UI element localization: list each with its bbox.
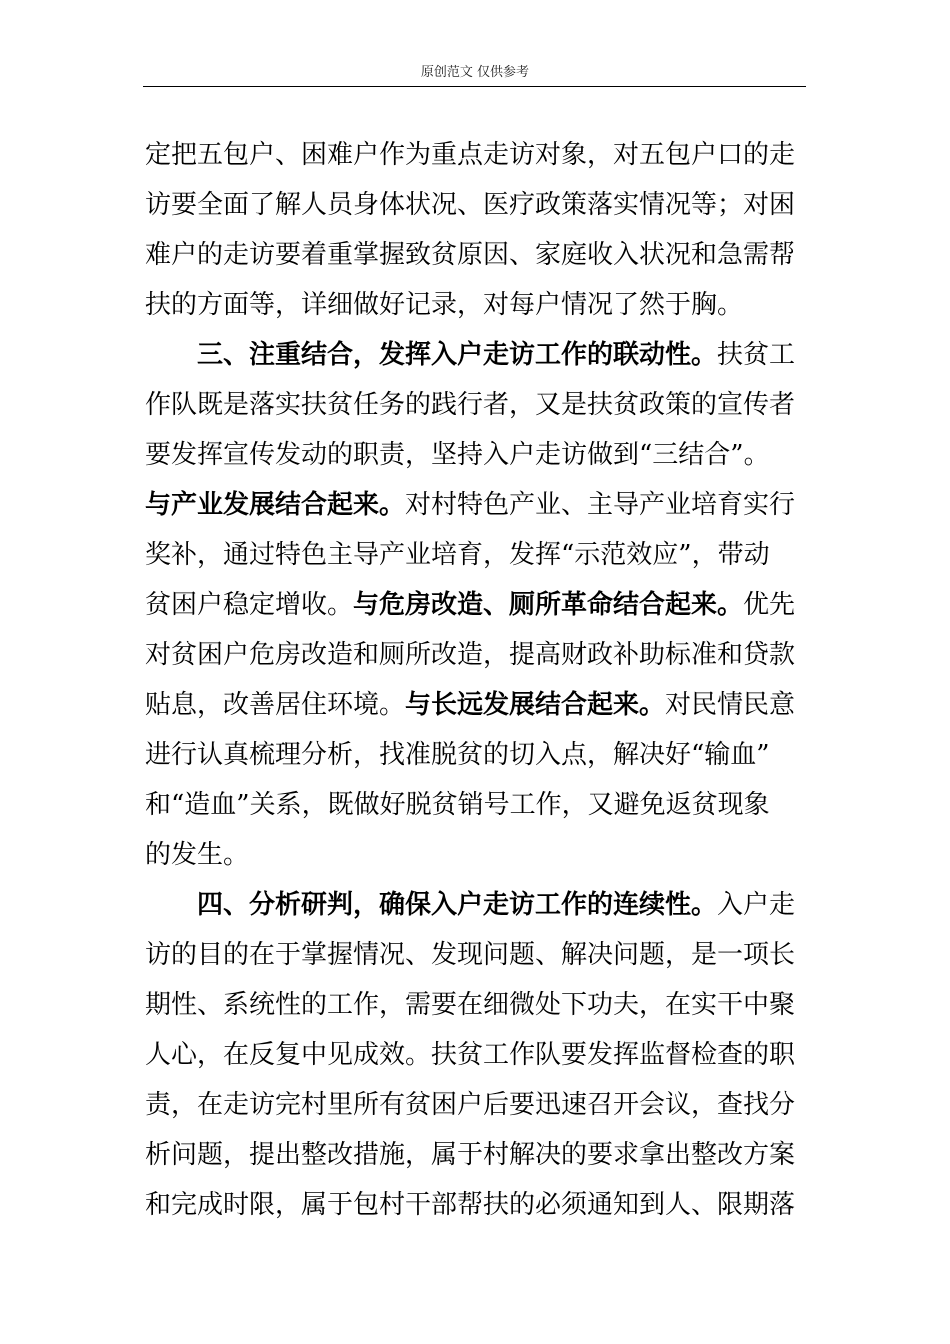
text-line xyxy=(145,130,810,180)
text-line xyxy=(145,380,810,430)
text-line xyxy=(145,680,810,730)
bold-text-segment: 三、注重结合，发挥入户走访工作的联动性。 xyxy=(145,340,718,370)
bold-text-segment: 与产业发展结合起来。 xyxy=(145,490,406,520)
bold-text-segment: 与长远发展结合起来。 xyxy=(405,690,666,720)
text-segment: 和完成时限，属于包村干部帮扶的必须通知到人、限期落 xyxy=(145,1190,796,1220)
text-line xyxy=(145,880,810,930)
text-segment: 进行认真梳理分析，找准脱贫的切入点，解决好“输血” xyxy=(145,740,770,770)
text-line xyxy=(145,330,810,380)
text-line xyxy=(145,980,810,1030)
text-line xyxy=(145,630,810,680)
text-segment: 对贫困户危房改造和厕所改造，提高财政补助标准和贷款 xyxy=(145,640,796,670)
text-line xyxy=(145,480,810,530)
text-line xyxy=(145,830,810,880)
text-line xyxy=(145,1180,810,1230)
text-line xyxy=(145,430,810,480)
text-segment: 入户走 xyxy=(717,890,796,920)
text-segment: 对村特色产业、主导产业培育实行 xyxy=(405,490,796,520)
text-segment: 定把五包户、困难户作为重点走访对象，对五包户口的走 xyxy=(145,140,796,170)
text-segment: 期性、系统性的工作，需要在细微处下功夫，在实干中聚 xyxy=(145,990,796,1020)
text-segment: 要发挥宣传发动的职责，坚持入户走访做到“三结合”。 xyxy=(145,440,770,470)
text-line xyxy=(145,580,810,630)
page-header: 原创范文 仅供参考 xyxy=(420,65,530,80)
text-line xyxy=(145,180,810,230)
text-line xyxy=(145,930,810,980)
text-segment: 人心，在反复中见成效。扶贫工作队要发挥监督检查的职 xyxy=(145,1040,796,1070)
text-segment: 优先 xyxy=(743,590,796,620)
text-segment: 奖补，通过特色主导产业培育，发挥“示范效应”，带动 xyxy=(145,540,770,570)
text-segment: 访要全面了解人员身体状况、医疗政策落实情况等；对困 xyxy=(145,190,796,220)
text-segment: 贴息，改善居住环境。 xyxy=(145,690,406,720)
text-line xyxy=(145,730,810,780)
text-segment: 贫困户稳定增收。 xyxy=(145,590,354,620)
bold-text-segment: 四、分析研判，确保入户走访工作的连续性。 xyxy=(145,890,718,920)
text-segment: 和“造血”关系，既做好脱贫销号工作，又避免返贫现象 xyxy=(145,790,770,820)
text-line xyxy=(145,280,810,330)
text-segment: 难户的走访要着重掌握致贫原因、家庭收入状况和急需帮 xyxy=(145,240,796,270)
bold-text-segment: 与危房改造、厕所革命结合起来。 xyxy=(353,590,744,620)
text-line xyxy=(145,780,810,830)
text-segment: 扶的方面等，详细做好记录，对每户情况了然于胸。 xyxy=(145,290,744,320)
text-segment: 作队既是落实扶贫任务的践行者，又是扶贫政策的宣传者 xyxy=(145,390,796,420)
text-segment: 责，在走访完村里所有贫困户后要迅速召开会议，查找分 xyxy=(145,1090,796,1120)
text-line xyxy=(145,1030,810,1080)
text-segment: 访的目的在于掌握情况、发现问题、解决问题，是一项长 xyxy=(145,940,796,970)
text-segment: 的发生。 xyxy=(145,840,250,870)
text-segment: 扶贫工 xyxy=(717,340,796,370)
text-line xyxy=(145,230,810,280)
text-line xyxy=(145,530,810,580)
header-divider xyxy=(143,86,806,87)
text-line xyxy=(145,1080,810,1130)
text-line xyxy=(145,1130,810,1180)
text-segment: 对民情民意 xyxy=(665,690,796,720)
text-segment: 析问题，提出整改措施，属于村解决的要求拿出整改方案 xyxy=(145,1140,796,1170)
document-body xyxy=(145,130,810,1230)
